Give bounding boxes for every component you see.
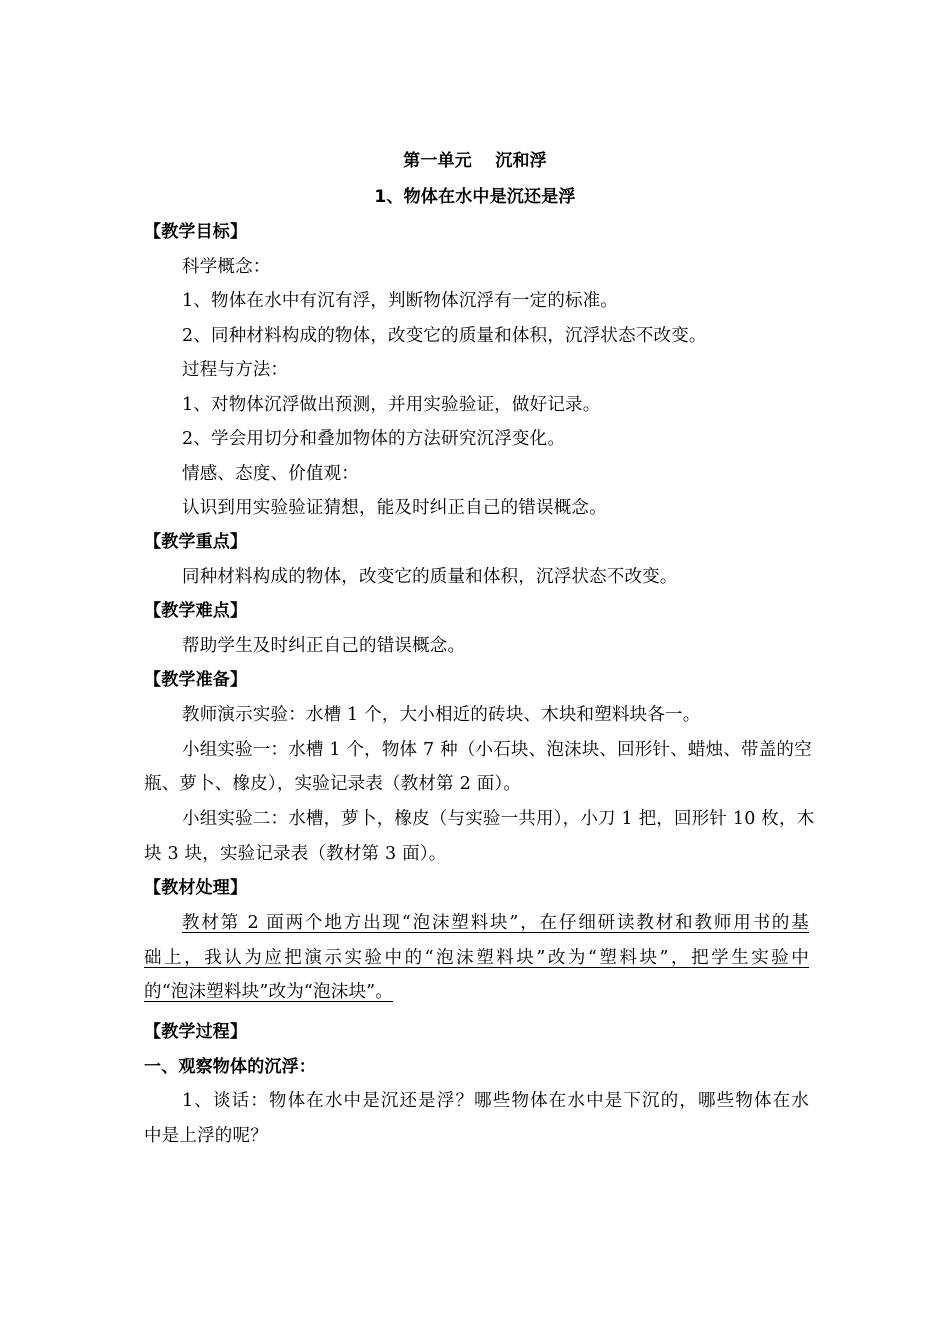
process-methods-label: 过程与方法： — [182, 360, 289, 380]
science-concept-2: 2、同种材料构成的物体，改变它的质量和体积，沉浮状态不改变。 — [182, 326, 707, 346]
objectives-heading: 【教学目标】 — [144, 222, 248, 242]
material-handling-heading: 【教材处理】 — [144, 878, 248, 898]
lesson-title: 1、物体在水中是沉还是浮 — [374, 187, 576, 207]
unit-title: 第一单元 沉和浮 — [403, 151, 547, 171]
preparation-heading: 【教学准备】 — [144, 670, 248, 690]
material-handling-line-1: 教材第 2 面两个地方出现“泡沫塑料块”，在仔细研读教材和教师用书的基 — [182, 913, 809, 933]
emotion-text: 认识到用实验验证猜想，能及时纠正自己的错误概念。 — [182, 498, 607, 518]
group-experiment-1-line-1: 小组实验一：水槽 1 个，物体 7 种（小石块、泡沫块、回形针、蜡烛、带盖的空 — [182, 740, 812, 760]
science-concepts-label: 科学概念： — [182, 257, 271, 277]
teacher-demo-text: 教师演示实验：水槽 1 个，大小相近的砖块、木块和塑料块各一。 — [182, 705, 701, 725]
key-points-heading: 【教学重点】 — [144, 532, 248, 552]
science-concept-1: 1、物体在水中有沉有浮，判断物体沉浮有一定的标准。 — [182, 291, 619, 311]
talk-line-2: 中是上浮的呢？ — [144, 1126, 268, 1146]
group-experiment-2-line-1: 小组实验二：水槽，萝卜，橡皮（与实验一共用），小刀 1 把，回形针 10 枚，木 — [182, 809, 815, 829]
material-handling-line-2: 础上，我认为应把演示实验中的“泡沫塑料块”改为“塑料块”，把学生实验中 — [144, 948, 809, 968]
process-method-1: 1、对物体沉浮做出预测，并用实验验证，做好记录。 — [182, 395, 601, 415]
difficulties-heading: 【教学难点】 — [144, 601, 248, 621]
group-experiment-2-line-2: 块 3 块，实验记录表（教材第 3 面）。 — [144, 844, 447, 864]
process-heading: 【教学过程】 — [144, 1022, 248, 1042]
group-experiment-1-line-2: 瓶、萝卜、橡皮），实验记录表（教材第 2 面）。 — [144, 774, 522, 794]
material-handling-line-3: 的“泡沫塑料块”改为“泡沫块”。 — [144, 982, 393, 1002]
process-method-2: 2、学会用切分和叠加物体的方法研究沉浮变化。 — [182, 429, 566, 449]
talk-line-1: 1、谈话：物体在水中是沉还是浮？哪些物体在水中是下沉的，哪些物体在水 — [182, 1091, 809, 1111]
difficulties-text: 帮助学生及时纠正自己的错误概念。 — [182, 636, 466, 656]
key-points-text: 同种材料构成的物体，改变它的质量和体积，沉浮状态不改变。 — [182, 567, 678, 587]
process-subheading: 一、观察物体的沉浮： — [144, 1057, 316, 1077]
emotion-label: 情感、态度、价值观： — [182, 464, 359, 484]
